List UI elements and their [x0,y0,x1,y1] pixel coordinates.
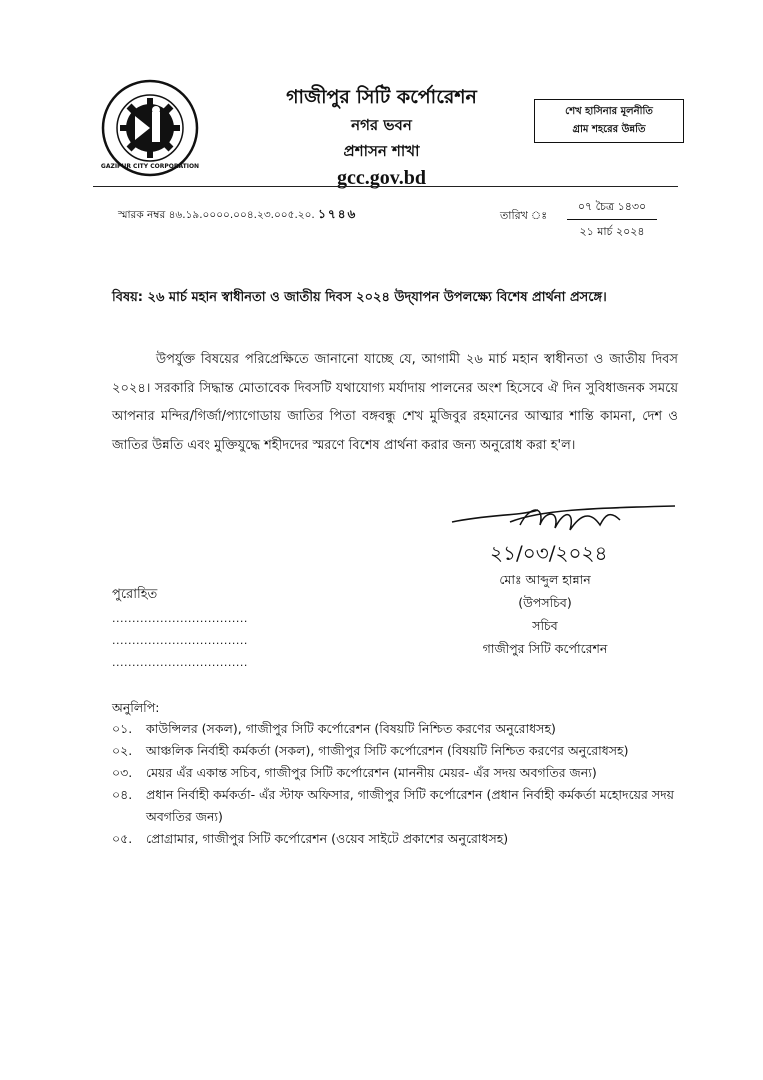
signatory-block [440,568,650,660]
signatory-designation: সচিব [532,618,558,633]
recipient-blank-line: .................................. [112,656,248,669]
memo-number [118,206,357,226]
slogan-line-2: গ্রাম শহরের উন্নতি [572,124,646,135]
logo-caption: GAZIPUR CITY CORPORATION [100,163,200,170]
body-paragraph [112,346,678,460]
header-divider [93,186,678,187]
memo-number-value: ৪৬.১৯.০০০০.০০৪.২৩.০০৫.২০. [168,209,315,221]
body-text: উপর্যুক্ত বিষয়ের পরিপ্রেক্ষিতে জানানো যাচ্ছে যে, আগামী ২৬ মার্চ মহান স্বাধীনতা ও জাতীয় দিবস ২০২৪। সরকারি সিদ্ধান্ত মোতাবেক দিবসটি যথাযোগ্য মর্যাদায় পালনের অংশ হিসেবে ঐ দিন সুবিধাজনক সময়ে আপনার মন্দির/গির্জা/প্যাগোডায় জাতির পিতা বঙ্গবন্ধু শেখ মুজিবুর রহমানের আত্মার শান্তি কামনা, দেশ ও জাতির উন্নতি এবং মুক্তিযুদ্ধে শহীদদের স্মরণে বিশেষ প্রার্থনা করার জন্য অনুরোধ করা হ'ল। [112,352,678,453]
date-label: তারিখ ঃ [500,209,548,222]
memo-handwritten-suffix: ১৭৪৬ [318,207,358,221]
copy-number: ০৩. [112,765,133,780]
handwritten-signature-icon [450,500,680,570]
copy-number: ০২. [112,743,133,758]
copy-text: প্রোগ্রামার, গাজীপুর সিটি কর্পোরেশন (ওয়েব সাইটে প্রকাশের অনুরোধসহ) [146,831,509,846]
copy-text: প্রধান নির্বাহী কর্মকর্তা- এঁর স্টাফ অফিসার, গাজীপুর সিটি কর্পোরেশন (প্রধান নির্বাহী কর্মকর্তা মহোদয়ের সদয় অবগতির জন্য) [146,787,675,824]
copy-number: ০৫. [112,831,133,846]
copy-text: মেয়র এঁর একান্ত সচিব, গাজীপুর সিটি কর্পোরেশন (মাননীয় মেয়র- এঁর সদয় অবগতির জন্য) [146,765,597,780]
memo-label: স্মারক নম্বর [118,209,166,221]
slogan-line-1: শেখ হাসিনার মূলনীতি [565,106,653,117]
copy-number: ০৪. [112,787,133,802]
date-gregorian: ২১ মার্চ ২০২৪ [579,225,645,238]
copy-item [112,740,682,762]
building-name: নগর ভবন [351,116,412,134]
recipient-title: পুরোহিত [112,587,158,602]
date-bangla: ০৭ চৈত্র ১৪৩০ [567,198,657,220]
signature-date: ২১/০৩/২০২৪ [490,541,608,565]
website-link[interactable]: gcc.gov.bd [337,167,426,189]
signatory-name: মোঃ আব্দুল হান্নান [499,572,591,587]
recipient-blank-line: .................................. [112,634,248,647]
org-name: গাজীপুর সিটি কর্পোরেশন [286,86,477,108]
copy-item [112,762,682,784]
recipient-blank-line: .................................. [112,612,248,625]
signature [450,500,680,570]
copies-list [112,718,682,850]
subject-line: বিষয়: ২৬ মার্চ মহান স্বাধীনতা ও জাতীয় দিবস ২০২৪ উদ্‌যাপন উপলক্ষ্যে বিশেষ প্রার্থনা প্রসঙ্গে। [112,290,607,305]
copy-number: ০১. [112,721,133,736]
copy-item [112,828,682,850]
branch-name: প্রশাসন শাখা [343,142,420,160]
date-block [567,198,657,242]
copy-text: কাউন্সিলর (সকল), গাজীপুর সিটি কর্পোরেশন (বিষয়টি নিশ্চিত করণের অনুরোধসহ) [146,721,556,736]
signatory-rank: (উপসচিব) [518,595,572,610]
copy-text: আঞ্চলিক নির্বাহী কর্মকর্তা (সকল), গাজীপুর সিটি কর্পোরেশন (বিষয়টি নিশ্চিত করণের অনুরোধসহ) [146,743,629,758]
copy-item [112,784,682,828]
slogan-box [534,99,684,143]
copy-item [112,718,682,740]
copies-title: অনুলিপি: [112,700,160,715]
signatory-org: গাজীপুর সিটি কর্পোরেশন [482,641,608,656]
